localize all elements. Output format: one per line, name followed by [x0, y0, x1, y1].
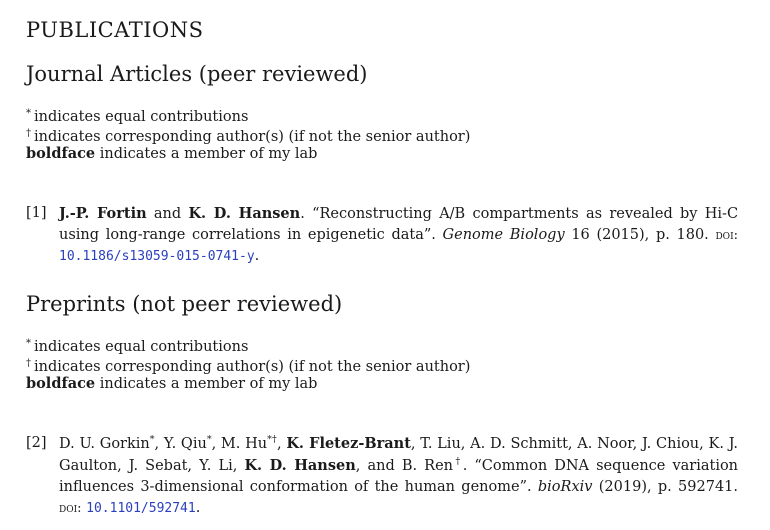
dagger-symbol: † — [26, 358, 31, 369]
author-list-tail: , and B. Ren — [355, 458, 453, 474]
author: D. U. Gorkin — [59, 436, 150, 452]
doi-link[interactable]: 10.1186/s13059-015-0741-y — [59, 249, 255, 264]
author-list: , T. Liu, A. D. Schmitt, A. Noor, J. Chiou, K. J. Gaulton, J. Sebat, Y. Li, — [59, 436, 739, 474]
publication-entry — [26, 203, 738, 267]
entry-journal: bioRxiv — [537, 479, 593, 495]
asterisk-symbol: * — [26, 338, 31, 349]
author-separator: , — [276, 436, 287, 452]
legend-equal-text: indicates equal contributions — [34, 109, 249, 125]
journal-heading: Journal Articles (peer reviewed) — [26, 62, 368, 86]
author-lab: K. Fletez-Brant — [286, 435, 411, 452]
doi-label: doi: — [715, 228, 738, 243]
entry-end: . — [254, 248, 260, 264]
legend-bold-word: boldface — [26, 145, 96, 162]
doi-label: doi: — [59, 501, 82, 516]
entry-citation — [59, 433, 738, 519]
dagger-symbol: † — [26, 128, 31, 139]
section-title: PUBLICATIONS — [26, 18, 204, 42]
legend-corresponding-text: indicates corresponding author(s) (if not the senior author) — [34, 359, 471, 375]
entry-number: [1] — [26, 205, 47, 221]
publication-entry — [26, 433, 738, 519]
legend-corresponding-text: indicates corresponding author(s) (if not the senior author) — [34, 129, 471, 145]
legend-bold-word: boldface — [26, 375, 96, 392]
author-lab: K. D. Hansen — [188, 205, 301, 222]
equal-corresponding-mark: *† — [267, 434, 277, 446]
legend-equal-text: indicates equal contributions — [34, 339, 249, 355]
author-lab: K. D. Hansen — [244, 457, 356, 474]
corresponding-mark: † — [453, 456, 463, 468]
author-conjunction: and — [153, 206, 182, 222]
entry-title: . “Reconstructing A/B compartments as revealed by Hi-C using long-range correlations in epigenetic data”. — [59, 206, 739, 243]
equal-mark: * — [149, 434, 155, 446]
author: , Y. Qiu — [154, 436, 207, 452]
doi-link[interactable]: 10.1101/592741 — [86, 501, 196, 516]
author-lab: J.-P. Fortin — [59, 205, 147, 222]
legend-boldface — [26, 374, 317, 394]
entry-number: [2] — [26, 435, 47, 451]
entry-details: 16 (2015), p. 180. — [571, 227, 709, 243]
legend-boldface — [26, 144, 317, 164]
author: , M. Hu — [211, 436, 268, 452]
entry-title: . “Common DNA sequence variation influences 3-dimensional conformation of the human genome”. — [59, 458, 739, 495]
entry-details: (2019), p. 592741. — [598, 479, 739, 495]
entry-citation — [59, 203, 738, 267]
legend-bold-text: indicates a member of my lab — [99, 146, 318, 162]
preprints-heading: Preprints (not peer reviewed) — [26, 292, 343, 316]
entry-end: . — [195, 500, 201, 516]
asterisk-symbol: * — [26, 108, 31, 119]
entry-journal: Genome Biology — [442, 227, 565, 243]
legend-bold-text: indicates a member of my lab — [99, 376, 318, 392]
equal-mark: * — [206, 434, 212, 446]
